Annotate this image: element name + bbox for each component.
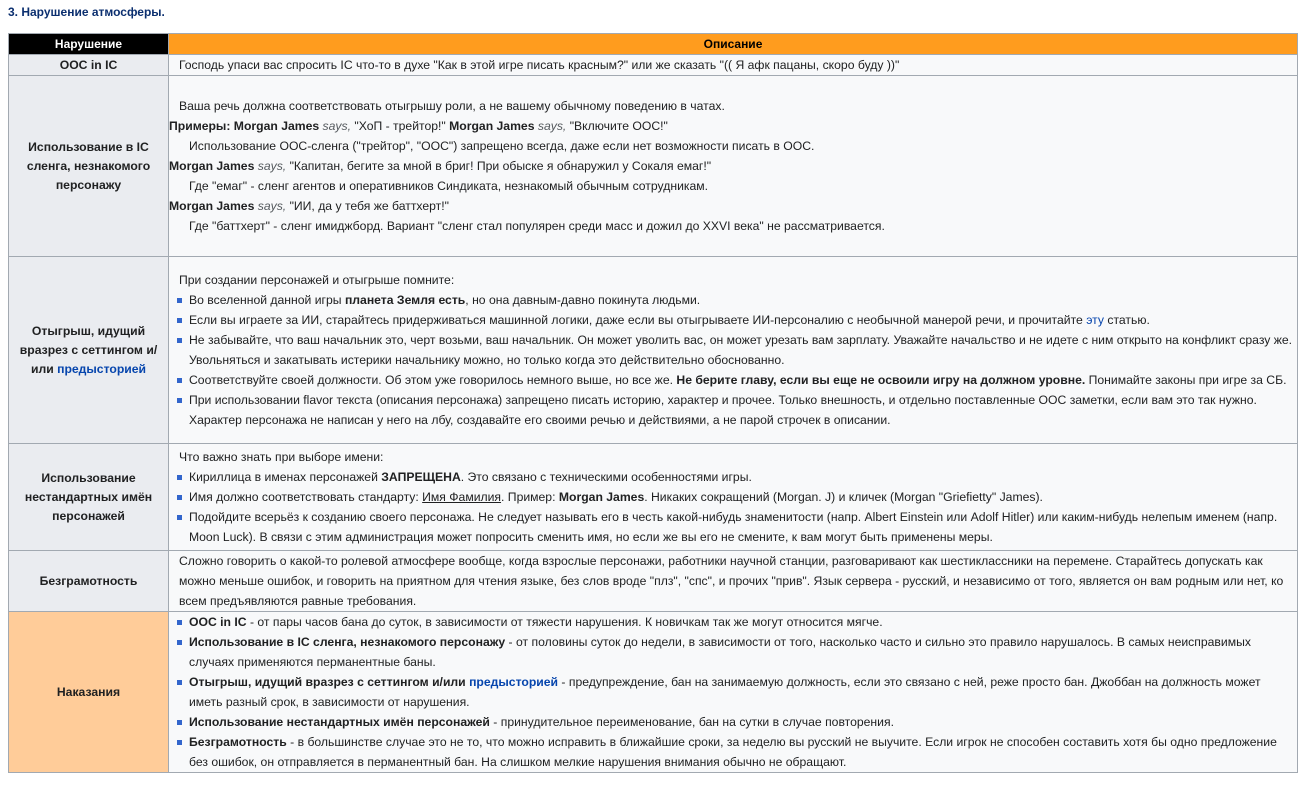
item-text: Понимайте законы при игре за СБ. xyxy=(1088,373,1287,387)
rule-name-roleplay xyxy=(9,257,169,444)
speaker-name: Morgan James xyxy=(449,119,535,133)
backstory-link[interactable]: предысторией xyxy=(57,361,147,376)
item-text: - от половины суток до недели, в зависимости от того, насколько часто и сильно это правило нарушалось. В самых неисправимых случаях применяются перманентные баны. xyxy=(189,635,1251,669)
ooc-text: Господь упаси вас спросить IC что-то в духе "Как в этой игре писать красным?" или же сказать "(( Я афк пацаны, скоро буду ))" xyxy=(179,58,900,72)
item-text: , но она давным-давно покинута людьми. xyxy=(465,293,701,307)
roleplay-name-text: Отыгрыш, идущий вразрез с сеттингом и/или xyxy=(19,323,158,376)
says-label: says, xyxy=(322,119,351,133)
item-bold: планета Земля есть xyxy=(344,293,466,307)
item-text: Имя должно соответствовать стандарту: xyxy=(189,490,419,504)
table-row xyxy=(9,444,1298,551)
item-bold: Отыгрыш, идущий вразрез с сеттингом и/или xyxy=(189,675,466,689)
table-row xyxy=(9,551,1298,612)
item-underlined: Имя Фамилия xyxy=(422,490,502,504)
list-item xyxy=(177,290,1297,310)
item-bold: ООС in IC xyxy=(189,615,247,629)
header-violation: Нарушение xyxy=(9,34,169,55)
rule-desc-grammar xyxy=(169,551,1298,612)
speaker-name: Morgan James xyxy=(169,159,255,173)
list-item xyxy=(177,632,1297,672)
example-quote: "Капитан, бегите за мной в бриг! При обыске я обнаружил у Сокаля емаг!" xyxy=(289,159,712,173)
names-intro: Что важно знать при выборе имени: xyxy=(179,450,384,464)
list-item xyxy=(177,390,1297,430)
item-bold: Безграмотность xyxy=(189,735,287,749)
list-item xyxy=(177,487,1297,507)
table-row xyxy=(9,257,1298,444)
slang-examples xyxy=(169,116,1297,136)
says-label: says, xyxy=(537,119,567,133)
names-list xyxy=(169,467,1297,547)
list-item xyxy=(177,370,1297,390)
item-text: - от пары часов бана до суток, в зависимости от тяжести нарушения. К новичкам так же могут относится мягче. xyxy=(249,615,883,629)
speaker-name: Morgan James xyxy=(169,199,255,213)
item-text: При использовании flavor текста (описания персонажа) запрещено писать историю, характер и прочее. Только внешность, и отдельно поставленные ООС заметки, если вам это так нужно. Характер персонажа не написан у него на лбу, создавайте его своими речью и действиями, а не парой строчек в описании. xyxy=(189,393,1257,427)
says-label: says, xyxy=(257,199,287,213)
table-row xyxy=(9,612,1298,773)
table-header-row xyxy=(9,34,1298,55)
item-text: Если вы играете за ИИ, старайтесь придерживаться машинной логики, даже если вы отыгрываете ИИ-персоналию с необычной манерой речи, и прочитайте xyxy=(189,313,1083,327)
item-text: - в большинстве случае это не то, что можно исправить в ближайшие сроки, за неделю вы русский не выучите. Если игрок не способен составить хотя бы одно предложение без ошибок, он отправляется в перманентный бан. На слишком мелкие нарушения внимания обычно не обращают. xyxy=(189,735,1277,769)
rule-name-punishments: Наказания xyxy=(9,612,169,773)
rule-name-names: Использование нестандартных имён персонажей xyxy=(9,444,169,551)
list-item xyxy=(177,507,1297,547)
says-label: says, xyxy=(257,159,287,173)
rule-desc-roleplay xyxy=(169,257,1298,444)
rule-desc-names xyxy=(169,444,1298,551)
backstory-link[interactable]: предысторией xyxy=(469,675,559,689)
table-row xyxy=(9,55,1298,76)
item-text: Во вселенной данной игры xyxy=(189,293,342,307)
list-item xyxy=(177,310,1297,330)
list-item xyxy=(177,467,1297,487)
article-link[interactable]: эту xyxy=(1086,313,1104,327)
item-text: Соответствуйте своей должности. Об этом уже говорилось немного выше, но все же. xyxy=(189,373,674,387)
rule-desc-slang xyxy=(169,76,1298,257)
list-item xyxy=(177,330,1297,370)
example-quote: "Включите ООС!" xyxy=(569,119,668,133)
rules-table xyxy=(8,33,1298,773)
examples-label: Примеры: xyxy=(169,119,231,133)
item-text: . Это связано с техническими особенностями игры. xyxy=(460,470,752,484)
slang-example xyxy=(169,156,1297,176)
list-item xyxy=(177,672,1297,712)
rule-desc-punishments xyxy=(169,612,1298,773)
rule-name-ooc: ООС in IC xyxy=(9,55,169,76)
rule-name-slang: Использование в IC сленга, незнакомого персонажу xyxy=(9,76,169,257)
item-text: Не забывайте, что ваш начальник это, черт возьми, ваш начальник. Он может уволить вас, он может урезать вам зарплату. Уважайте начальство и не идете с ним открыто на конфликт сразу же. Увольняться и закатывать истерики начальнику можно, но только когда это действительно обоснованно. xyxy=(189,333,1293,367)
item-bold: Использование в IC сленга, незнакомого персонажу xyxy=(189,635,506,649)
rule-name-grammar: Безграмотность xyxy=(9,551,169,612)
slang-example xyxy=(169,196,1297,216)
item-bold: Использование нестандартных имён персонажей xyxy=(189,715,490,729)
section-title: 3. Нарушение атмосферы. xyxy=(8,5,165,19)
example-quote: "ХоП - трейтор!" xyxy=(354,119,446,133)
table-row xyxy=(9,76,1298,257)
item-text: - принудительное переименование, бан на сутки в случае повторения. xyxy=(493,715,894,729)
rule-desc-ooc xyxy=(169,55,1298,76)
header-description: Описание xyxy=(169,34,1298,55)
roleplay-list xyxy=(169,290,1297,430)
punishments-list xyxy=(169,612,1297,772)
slang-note: Использование ООС-сленга ("трейтор", "ООС") запрещено всегда, даже если нет возможности писать в ООС. xyxy=(189,139,815,153)
list-item xyxy=(177,712,1297,732)
list-item xyxy=(177,732,1297,772)
example-quote: "ИИ, да у тебя же баттхерт!" xyxy=(289,199,449,213)
item-text: статью. xyxy=(1107,313,1150,327)
roleplay-intro: При создании персонажей и отыгрыше помните: xyxy=(179,273,455,287)
item-text: Кириллица в именах персонажей xyxy=(189,470,378,484)
item-bold: Morgan James xyxy=(558,490,645,504)
slang-intro: Ваша речь должна соответствовать отыгрышу роли, а не вашему обычному поведению в чатах. xyxy=(179,99,725,113)
speaker-name: Morgan James xyxy=(233,119,320,133)
item-text: - предупреждение, бан на занимаемую должность, если это связано с ней, реже просто бан. Джоббан на должность может иметь разный срок, в зависимости от нарушения. xyxy=(189,675,1261,709)
item-bold: ЗАПРЕЩЕНА xyxy=(381,470,461,484)
list-item xyxy=(177,612,1297,632)
item-text: . Никаких сокращений (Morgan. J) и кличек (Morgan "Griefietty" James). xyxy=(644,490,1043,504)
item-text: Подойдите всерьёз к созданию своего персонажа. Не следует называть его в честь какой-нибудь знаменитости (напр. Albert Einstein или Adolf Hitler) или каким-нибудь нелепым именем (напр. Moon Luck). В связи с этим администрация может попросить сменить имя, но если же вы его не смените, к вам могут быть применены меры. xyxy=(189,510,1278,544)
item-text: . Пример: xyxy=(501,490,556,504)
item-bold: Не берите главу, если вы еще не освоили игру на должном уровне. xyxy=(676,373,1086,387)
grammar-text: Сложно говорить о какой-то ролевой атмосфере вообще, когда взрослые персонажи, работники научной станции, разговаривают как шестиклассники на перемене. Старайтесь допускать как можно меньше ошибок, и говорить на приятном для чтения языке, без слов вроде "плз", "спс", и прочих "прив". Язык сервера - русский, и независимо от того, является он вам родным или нет, ко всем предъявляются равные требования. xyxy=(179,554,1284,608)
slang-note: Где "емаг" - сленг агентов и оперативников Синдиката, незнакомый обычным сотрудникам. xyxy=(189,179,709,193)
slang-note: Где "баттхерт" - сленг имиджборд. Вариант "сленг стал популярен среди масс и дожил до XXVI века" не рассматривается. xyxy=(189,219,885,233)
